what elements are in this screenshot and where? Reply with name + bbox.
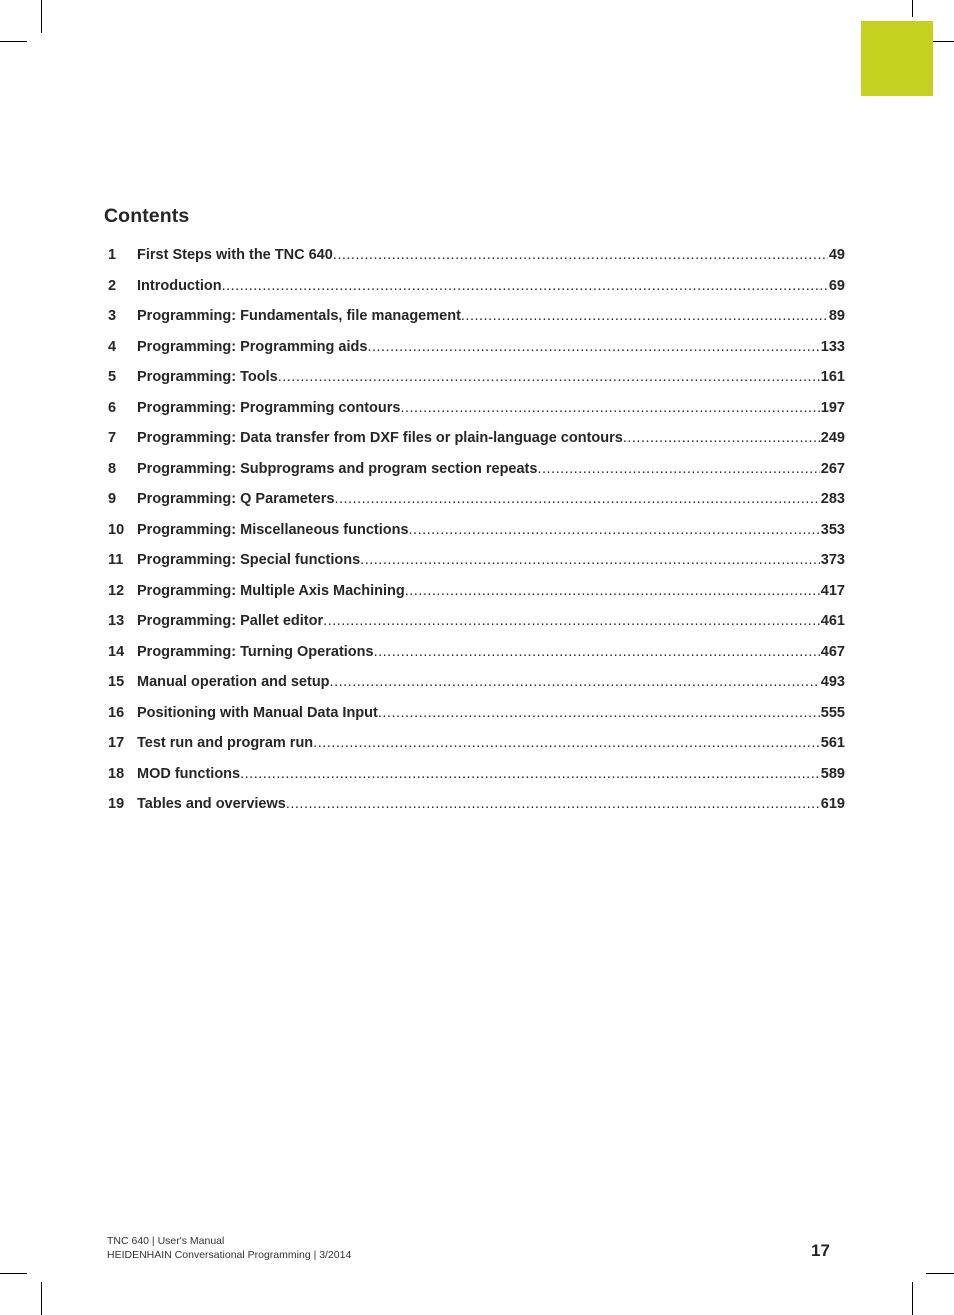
crop-mark-bottom-right-horizontal (926, 1273, 954, 1274)
toc-entry-title: Test run and program run (137, 735, 314, 751)
toc-entry-page: 619 (820, 796, 845, 812)
toc-entry-leader (323, 606, 820, 637)
toc-entry-title: Programming: Special functions (137, 552, 361, 568)
toc-entry-title: Programming: Tools (137, 369, 278, 385)
toc-entry[interactable] (108, 332, 845, 363)
toc-entry-title: First Steps with the TNC 640 (137, 247, 333, 263)
toc-entry-title: Programming: Data transfer from DXF files or plain-language contours (137, 430, 623, 446)
toc-entry-leader (240, 759, 820, 790)
toc-entry-number: 12 (108, 582, 125, 599)
toc-entry-number: 6 (108, 399, 117, 416)
toc-entry-title: Manual operation and setup (137, 674, 330, 690)
toc-entry-leader (537, 454, 819, 485)
toc-entry-leader (367, 332, 819, 363)
toc-entry-leader (333, 240, 828, 271)
toc-entry-number: 2 (108, 277, 117, 294)
toc-entry-leader (378, 698, 820, 729)
toc-entry-page: 461 (820, 613, 845, 629)
toc-entry[interactable] (108, 667, 845, 698)
toc-entry-page: 467 (820, 643, 845, 660)
toc-entry-leader (313, 728, 820, 759)
toc-entry[interactable] (108, 301, 845, 332)
toc-entry[interactable] (108, 698, 845, 729)
toc-entry-number: 19 (108, 796, 125, 812)
toc-entry-title: Positioning with Manual Data Input (137, 704, 378, 721)
toc-entry-number: 13 (108, 613, 125, 629)
toc-entry-leader (400, 393, 819, 424)
toc-entry-leader (405, 576, 820, 607)
footer-text (107, 1234, 351, 1262)
toc-entry-leader (286, 789, 820, 820)
toc-entry-page: 353 (820, 521, 845, 538)
footer-edition: HEIDENHAIN Conversational Programming | 3/2014 (107, 1249, 352, 1261)
toc-entry-number: 18 (108, 765, 125, 782)
toc-entry[interactable] (108, 759, 845, 790)
toc-entry-leader (222, 271, 828, 302)
toc-entry-title: Programming: Miscellaneous functions (137, 521, 409, 538)
toc-entry-leader (360, 545, 820, 576)
toc-entry-page: 283 (820, 491, 845, 507)
toc-entry-number: 11 (108, 552, 124, 568)
toc-entry-page: 249 (820, 430, 845, 446)
toc-entry[interactable] (108, 393, 845, 424)
crop-mark-top-left-vertical (41, 0, 42, 33)
toc-entry[interactable] (108, 423, 845, 454)
toc-entry[interactable] (108, 271, 845, 302)
toc-entry-page: 49 (828, 247, 845, 263)
toc-entry-leader (334, 484, 819, 515)
toc-entry-page: 89 (828, 308, 845, 324)
page-title: Contents (104, 205, 190, 227)
toc-entry-number: 15 (108, 674, 125, 690)
toc-entry-page: 561 (820, 735, 845, 751)
toc-entry-page: 161 (820, 369, 845, 385)
crop-mark-bottom-left-horizontal (0, 1273, 27, 1274)
toc-entry-page: 589 (820, 765, 845, 782)
toc-entry-number: 17 (108, 735, 125, 751)
toc-entry-page: 493 (820, 674, 845, 690)
toc-entry[interactable] (108, 728, 845, 759)
chapter-tab-marker (861, 21, 933, 96)
toc-entry-leader (374, 637, 820, 668)
toc-entry[interactable] (108, 545, 845, 576)
toc-entry[interactable] (108, 484, 845, 515)
toc-entry-number: 5 (108, 369, 117, 385)
footer-manual-title: TNC 640 | User's Manual (107, 1235, 225, 1247)
toc-entry-leader (461, 301, 828, 332)
toc-entry-number: 7 (108, 430, 117, 446)
toc-entry[interactable] (108, 789, 845, 820)
toc-entry-title: Tables and overviews (137, 796, 286, 812)
toc-entry-number: 10 (108, 521, 125, 538)
toc-entry-title: Programming: Multiple Axis Machining (137, 582, 405, 599)
toc-entry-title: Introduction (137, 277, 222, 294)
toc-entry-title: Programming: Programming aids (137, 338, 368, 355)
toc-entry-page: 133 (820, 338, 845, 355)
toc-entry-leader (330, 667, 820, 698)
toc-entry[interactable] (108, 240, 845, 271)
crop-mark-bottom-right-vertical (912, 1282, 913, 1315)
toc-entry-number: 9 (108, 491, 117, 507)
toc-entry-title: Programming: Q Parameters (137, 491, 335, 507)
toc-entry-leader (623, 423, 820, 454)
toc-entry[interactable] (108, 576, 845, 607)
toc-entry[interactable] (108, 362, 845, 393)
toc-entry[interactable] (108, 637, 845, 668)
toc-entry-leader (409, 515, 820, 546)
toc-entry[interactable] (108, 454, 845, 485)
toc-entry-title: Programming: Fundamentals, file management (137, 308, 461, 324)
toc-entry-title: Programming: Subprograms and program section repeats (137, 460, 538, 477)
crop-mark-top-left-horizontal (0, 41, 27, 42)
crop-mark-top-right-vertical (912, 0, 913, 17)
page-number: 17 (811, 1241, 830, 1260)
toc-entry-number: 4 (108, 338, 117, 355)
toc-entry-page: 197 (820, 399, 845, 416)
toc-entry-leader (278, 362, 820, 393)
toc-entry-title: Programming: Turning Operations (137, 643, 374, 660)
table-of-contents (108, 240, 845, 820)
toc-entry-number: 3 (108, 308, 117, 324)
toc-entry-number: 8 (108, 460, 117, 477)
toc-entry-number: 16 (108, 704, 125, 721)
toc-entry[interactable] (108, 606, 845, 637)
toc-entry-page: 69 (828, 277, 845, 294)
toc-entry[interactable] (108, 515, 845, 546)
crop-mark-bottom-left-vertical (41, 1282, 42, 1315)
toc-entry-page: 267 (820, 460, 845, 477)
toc-entry-page: 417 (820, 582, 845, 599)
toc-entry-title: Programming: Pallet editor (137, 613, 324, 629)
toc-entry-number: 1 (108, 247, 117, 263)
toc-entry-page: 555 (820, 704, 845, 721)
toc-entry-page: 373 (820, 552, 845, 568)
toc-entry-title: MOD functions (137, 765, 241, 782)
toc-entry-number: 14 (108, 643, 125, 660)
toc-entry-title: Programming: Programming contours (137, 399, 401, 416)
